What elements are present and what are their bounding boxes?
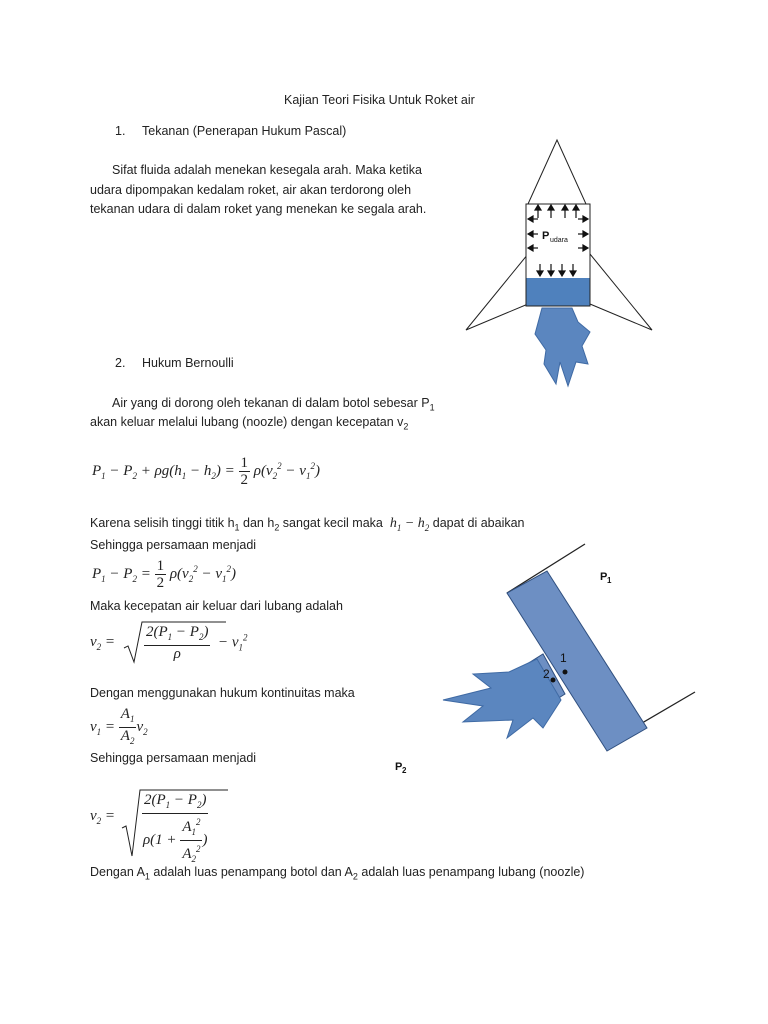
nozzle-diagram bbox=[395, 538, 725, 788]
point2-label: 2 bbox=[543, 667, 550, 681]
bernoulli-equation: $P_1 - P_2 + \rho g(h_1 - h_2)$ = $\frac{1}{2}$ $\rho(v_2^2 - v_1^2)$ bbox=[92, 455, 320, 488]
section1-heading: Tekanan (Penerapan Hukum Pascal) bbox=[142, 124, 347, 138]
closing-line: Dengan $A_1$ adalah luas penampang botol dan $A_2$ adalah luas penampang lubang (noozle) bbox=[90, 865, 585, 882]
section1-number: 1. bbox=[115, 124, 126, 138]
karena-line: Karena selisih tinggi titik $h_1$ dan $h_2$ sangat kecil maka $h_1 - h_2$ dapat di abaikan bbox=[90, 516, 525, 533]
continuity-equation: $v_1$ = $\frac{A_1}{A_2}$ $v_2$ bbox=[90, 706, 148, 746]
rocket-diagram bbox=[462, 136, 662, 396]
rocket-body bbox=[466, 140, 652, 330]
sehingga-line-1: Sehingga persamaan menjadi bbox=[90, 538, 257, 552]
equation-simplified: $P_1 - P_2$ = $\frac{1}{2}$ $\rho(v_2^2 - v_1^2)$ bbox=[92, 558, 236, 591]
rocket-right-fin bbox=[590, 254, 652, 330]
section2-para-line1: Air yang di dorong oleh tekanan di dalam botol sebesar $P_1$ bbox=[112, 396, 435, 413]
point1-dot bbox=[563, 670, 568, 675]
rocket-exhaust bbox=[535, 308, 590, 386]
p2-label-sub: 2 bbox=[402, 766, 407, 775]
maka-line: Maka kecepatan air keluar dari lubang adalah bbox=[90, 599, 343, 613]
page-title: Kajian Teori Fisika Untuk Roket air bbox=[284, 93, 475, 107]
section2-number: 2. bbox=[115, 356, 126, 370]
p2-label: P bbox=[395, 761, 403, 773]
section1-para-line1: Sifat fluida adalah menekan kesegala arah. Maka ketika bbox=[112, 163, 422, 177]
rocket-pressure-label: P bbox=[542, 230, 550, 242]
point1-label: 1 bbox=[560, 651, 567, 665]
rocket-left-fin bbox=[466, 254, 528, 330]
rocket-water bbox=[527, 278, 590, 306]
sehingga-line-2: Sehingga persamaan menjadi bbox=[90, 751, 257, 765]
p1-label: P bbox=[600, 571, 608, 583]
p1-label-sub: 1 bbox=[607, 576, 612, 585]
section2-heading: Hukum Bernoulli bbox=[142, 356, 234, 370]
rocket-nose bbox=[528, 140, 586, 204]
section1-para-line3: tekanan udara di dalam roket yang menekan ke segala arah. bbox=[90, 202, 427, 216]
kontinuitas-line: Dengan menggunakan hukum kontinuitas maka bbox=[90, 686, 355, 700]
rocket-pressure-sub: udara bbox=[550, 237, 568, 244]
point2-dot bbox=[551, 678, 556, 683]
section2-para-line2: akan keluar melalui lubang (noozle) dengan kecepatan $v_2$ bbox=[90, 415, 409, 432]
bottle-body bbox=[507, 571, 647, 751]
section1-para-line2: udara dipompakan kedalam roket, air akan terdorong oleh bbox=[90, 183, 412, 197]
